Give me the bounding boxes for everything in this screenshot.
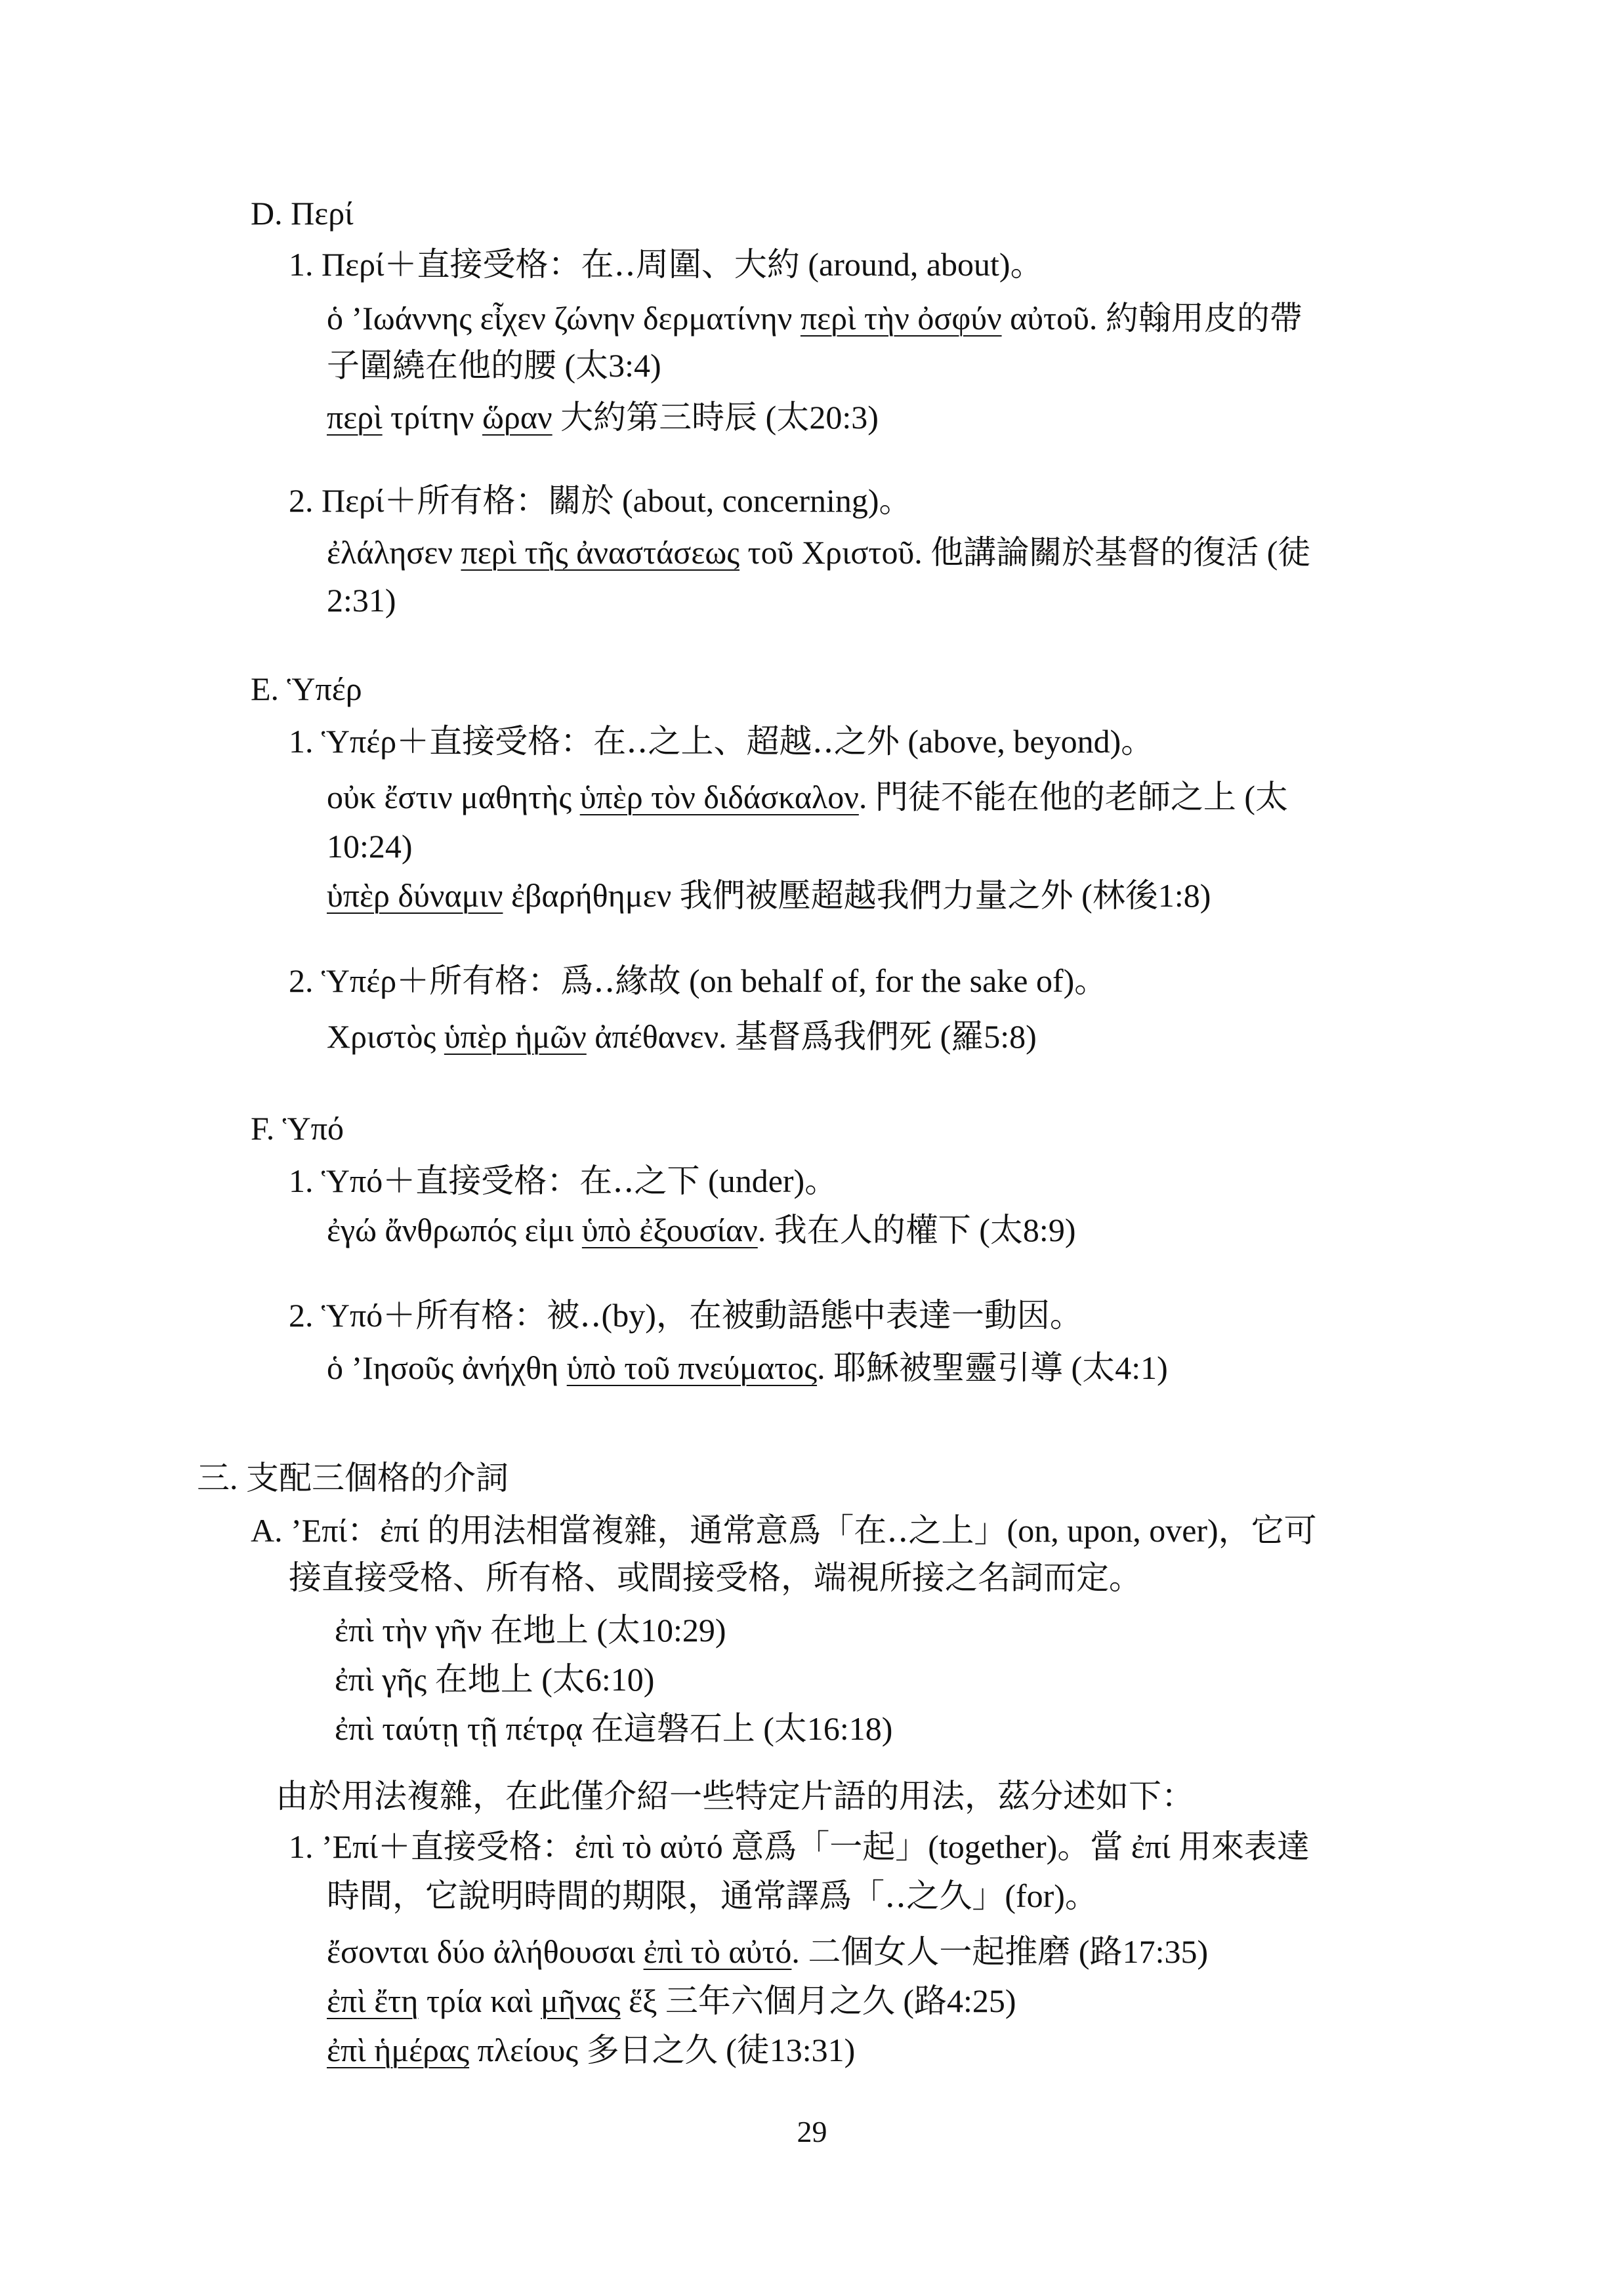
example-line: ἐπὶ ἡμέρας πλείους 多日之久 (徒13:31) <box>327 2032 856 2068</box>
example-line: 子圍繞在他的腰 (太3:4) <box>327 347 661 384</box>
example-line: 2:31) <box>327 582 396 619</box>
underlined-phrase: περὶ τῆς ἀναστάσεως <box>461 534 740 571</box>
example-line: ὁ ’Ιωάννης εἶχεν ζώνην δερματίνην περὶ τὴν ὀσφύν αὐτοῦ. 約翰用皮的帶 <box>327 300 1302 337</box>
underlined-phrase: περὶ <box>327 399 383 436</box>
underlined-phrase: περὶ τὴν ὀσφύν <box>800 300 1002 337</box>
section-d-rule-2: 2. Περί＋所有格：關於 (about, concerning)。 <box>289 482 912 519</box>
underlined-phrase: ἐπὶ ἔτη <box>327 1982 419 2019</box>
section-f-heading: F. Ὑπό <box>251 1110 344 1147</box>
example-line: ἐλάλησεν περὶ τῆς ἀναστάσεως τοῦ Χριστοῦ. 他講論關於基督的復活 (徒 <box>327 534 1311 571</box>
section-e-rule-2: 2. Ὑπέρ＋所有格：爲‥緣故 (on behalf of, for the sake of)。 <box>289 962 1108 999</box>
underlined-phrase: ὑπὲρ τὸν διδάσκαλον <box>579 779 859 815</box>
section-three-intro: 由於用法複雜，在此僅介紹一些特定片語的用法，茲分述如下： <box>276 1778 1194 1814</box>
example-line: Χριστὸς ὑπὲρ ἡμῶν ἀπέθανεν. 基督爲我們死 (羅5:8) <box>327 1018 1037 1055</box>
example-line: ἐπὶ γῆς 在地上 (太6:10) <box>335 1661 655 1698</box>
section-three-heading: 三. 支配三個格的介詞 <box>197 1460 509 1496</box>
underlined-phrase: ὑπὲρ ἡμῶν <box>444 1018 587 1055</box>
example-line: οὐκ ἔστιν μαθητὴς ὑπὲρ τὸν διδάσκαλον. 門徒不能在他的老師之上 (太 <box>327 779 1289 815</box>
section-d-rule-1: 1. Περί＋直接受格：在‥周圍、大約 (around, about)。 <box>289 246 1043 283</box>
example-line: ἐπὶ τὴν γῆν 在地上 (太10:29) <box>335 1612 726 1649</box>
section-e-rule-1: 1. Ὑπέρ＋直接受格：在‥之上、超越‥之外 (above, beyond)。 <box>289 723 1154 760</box>
section-d-heading: D. Περί <box>251 195 354 232</box>
example-line: ὑπὲρ δύναμιν ἐβαρήθημεν 我們被壓超越我們力量之外 (林後1:8) <box>327 877 1211 914</box>
example-line: ἐπὶ ἔτη τρία καὶ μῆνας ἕξ 三年六個月之久 (路4:25) <box>327 1982 1016 2019</box>
underlined-phrase: ὑπὸ ἐξουσίαν <box>581 1212 758 1248</box>
example-line: ἐγώ ἄνθρωπός εἰμι ὑπὸ ἐξουσίαν. 我在人的權下 (太8:9) <box>327 1212 1076 1248</box>
example-line: περὶ τρίτην ὥραν 大約第三時辰 (太20:3) <box>327 399 879 436</box>
underlined-phrase: ἐπὶ τὸ αὐτό <box>643 1933 792 1970</box>
section-f-rule-1: 1. Ὑπό＋直接受格：在‥之下 (under)。 <box>289 1162 838 1199</box>
underlined-phrase: μῆνας <box>541 1982 621 2019</box>
underlined-phrase: ὑπὸ τοῦ πνεύματος <box>566 1349 818 1386</box>
example-line: ὁ ’Ιησοῦς ἀνήχθη ὑπὸ τοῦ πνεύματος. 耶穌被聖靈引導 (太4:1) <box>327 1349 1168 1386</box>
section-three-item1-line1: 1. ’Επί＋直接受格：ἐπὶ τὸ αὐτό 意爲「一起」(together)。當 ἐπί 用來表達 <box>289 1828 1310 1865</box>
example-line: 10:24) <box>327 828 413 865</box>
underlined-phrase: ἐπὶ ἡμέρας <box>327 2032 470 2068</box>
example-line: ἐπὶ ταύτῃ τῇ πέτρᾳ 在這磐石上 (太16:18) <box>335 1710 893 1747</box>
section-f-rule-2: 2. Ὑπό＋所有格：被‥(by)，在被動語態中表達一動因。 <box>289 1297 1083 1334</box>
page-number: 29 <box>797 2115 827 2148</box>
section-three-a-line1: A. ’Επί：ἐπί 的用法相當複雜，通常意爲「在‥之上」(on, upon, over)，它可 <box>251 1512 1317 1549</box>
section-three-a-line2: 接直接受格、所有格、或間接受格，端視所接之名詞而定。 <box>289 1559 1142 1596</box>
underlined-phrase: ὥραν <box>482 399 552 436</box>
underlined-phrase: ὑπὲρ δύναμιν <box>327 877 503 914</box>
section-three-item1-line2: 時間，它說明時間的期限，通常譯爲「‥之久」(for)。 <box>327 1877 1098 1914</box>
section-e-heading: E. Ὑπέρ <box>251 670 362 707</box>
example-line: ἔσονται δύο ἀλήθουσαι ἐπὶ τὸ αὐτό. 二個女人一起推磨 (路17:35) <box>327 1933 1209 1970</box>
